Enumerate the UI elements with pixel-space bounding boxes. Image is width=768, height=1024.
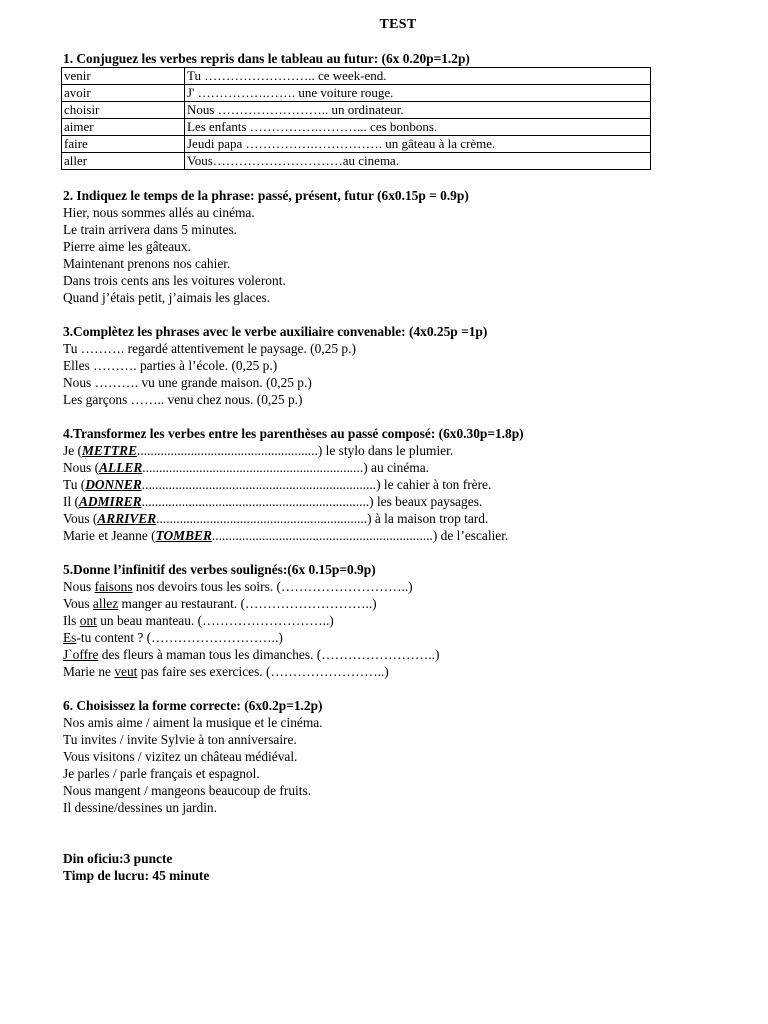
test-document bbox=[63, 16, 683, 884]
sentence-cell: Vous…………………………au cinema. bbox=[185, 153, 651, 170]
sentence-line: Tu ………. regardé attentivement le paysage. (0,25 p.) bbox=[63, 341, 356, 356]
sentence-line: Tu invites / invite Sylvie à ton anniversaire. bbox=[63, 732, 297, 747]
sentence-line: Nos amis aime / aiment la musique et le cinéma. bbox=[63, 715, 323, 730]
sentence-start: Nous bbox=[63, 579, 95, 594]
section6-lines bbox=[63, 714, 683, 816]
footer-timp: Timp de lucru: 45 minute bbox=[63, 868, 210, 883]
sentence-start: Vous bbox=[63, 596, 93, 611]
underlined-verb: ont bbox=[79, 613, 97, 628]
sentence-line bbox=[63, 527, 683, 544]
infinitive-verb: METTRE bbox=[81, 443, 138, 458]
verb-cell: aimer bbox=[62, 119, 185, 136]
table-row bbox=[62, 68, 651, 85]
answer-blank: .................................................................. bbox=[211, 528, 433, 543]
answer-blank: ...................................................................... bbox=[141, 477, 377, 492]
answer-blank: .................................................................... bbox=[141, 494, 370, 509]
underlined-verb: allez bbox=[92, 596, 119, 611]
sentence-line: Je parles / parle français et espagnol. bbox=[63, 766, 260, 781]
answer-blank: ...................................................... bbox=[137, 443, 318, 458]
sentence-start: Je ( bbox=[63, 443, 82, 458]
sentence-end: un beau manteau. (………………………..) bbox=[96, 613, 334, 628]
sentence-start: Nous ( bbox=[63, 460, 100, 475]
sentence-line bbox=[63, 629, 683, 646]
sentence-line bbox=[63, 646, 683, 663]
sentence-end: ) de l’escalier. bbox=[432, 528, 509, 543]
sentence-cell: Nous …………………….. un ordinateur. bbox=[185, 102, 651, 119]
sentence-end: ) le cahier à ton frère. bbox=[376, 477, 492, 492]
sentence-end: ) les beaux paysages. bbox=[369, 494, 483, 509]
section1-heading: 1. Conjuguez les verbes repris dans le tableau au futur: (6x 0.20p=1.2p) bbox=[63, 51, 470, 66]
table-row bbox=[62, 136, 651, 153]
section4-lines bbox=[63, 442, 683, 544]
underlined-verb: veut bbox=[114, 664, 138, 679]
underlined-verb: J`offre bbox=[63, 647, 99, 662]
table-row bbox=[62, 119, 651, 136]
section3-heading: 3.Complètez les phrases avec le verbe auxiliaire convenable: (4x0.25p =1p) bbox=[63, 324, 488, 339]
sentence-line bbox=[63, 476, 683, 493]
page-title: TEST bbox=[379, 17, 417, 32]
section2-lines bbox=[63, 204, 683, 306]
sentence-line: Le train arrivera dans 5 minutes. bbox=[63, 222, 238, 237]
verb-cell: venir bbox=[62, 68, 185, 85]
sentence-line bbox=[63, 459, 683, 476]
underlined-verb: faisons bbox=[94, 579, 133, 594]
sentence-line: Dans trois cents ans les voitures voleront. bbox=[63, 273, 286, 288]
sentence-line: Les garçons …….. venu chez nous. (0,25 p.) bbox=[63, 392, 303, 407]
sentence-line: Nous ………. vu une grande maison. (0,25 p.) bbox=[63, 375, 312, 390]
verb-cell: avoir bbox=[62, 85, 185, 102]
sentence-line: Quand j’étais petit, j’aimais les glaces. bbox=[63, 290, 271, 305]
sentence-start: Vous ( bbox=[63, 511, 98, 526]
sentence-line: Maintenant prenons nos cahier. bbox=[63, 256, 231, 271]
sentence-line: Elles ………. parties à l’école. (0,25 p.) bbox=[63, 358, 278, 373]
sentence-line bbox=[63, 663, 683, 680]
sentence-line: Il dessine/dessines un jardin. bbox=[63, 800, 217, 815]
sentence-cell: J' …………….……. une voiture rouge. bbox=[185, 85, 651, 102]
sentence-line bbox=[63, 510, 683, 527]
sentence-line: Vous visitons / vizitez un château médiéval. bbox=[63, 749, 298, 764]
sentence-start: Marie ne bbox=[63, 664, 115, 679]
section2-heading: 2. Indiquez le temps de la phrase: passé, présent, futur (6x0.15p = 0.9p) bbox=[63, 188, 469, 203]
sentence-start: Tu ( bbox=[63, 477, 86, 492]
sentence-line bbox=[63, 493, 683, 510]
verb-cell: choisir bbox=[62, 102, 185, 119]
verb-cell: aller bbox=[62, 153, 185, 170]
answer-blank: .................................................................. bbox=[142, 460, 364, 475]
answer-blank: ............................................................... bbox=[156, 511, 368, 526]
section5-lines bbox=[63, 578, 683, 680]
footer-oficiu: Din oficiu:3 puncte bbox=[63, 851, 173, 866]
table-row bbox=[62, 153, 651, 170]
sentence-line bbox=[63, 612, 683, 629]
sentence-end: ) au cinéma. bbox=[363, 460, 430, 475]
sentence-line bbox=[63, 442, 683, 459]
sentence-start: Ils bbox=[63, 613, 80, 628]
infinitive-verb: ARRIVER bbox=[97, 511, 157, 526]
underlined-verb: Es bbox=[63, 630, 77, 645]
sentence-line bbox=[63, 595, 683, 612]
verb-cell: faire bbox=[62, 136, 185, 153]
sentence-end: -tu content ? (………………………..) bbox=[76, 630, 283, 645]
infinitive-verb: DONNER bbox=[85, 477, 142, 492]
sentence-line: Hier, nous sommes allés au cinéma. bbox=[63, 205, 255, 220]
sentence-start: Marie et Jeanne ( bbox=[63, 528, 156, 543]
sentence-cell: Les enfants …………….………... ces bonbons. bbox=[185, 119, 651, 136]
infinitive-verb: TOMBER bbox=[155, 528, 212, 543]
conjugation-table bbox=[61, 67, 651, 170]
section5-heading: 5.Donne l’infinitif des verbes soulignés:(6x 0.15p=0.9p) bbox=[63, 562, 376, 577]
sentence-end: nos devoirs tous les soirs. (………………………..) bbox=[132, 579, 413, 594]
sentence-end: ) à la maison trop tard. bbox=[367, 511, 489, 526]
sentence-end: pas faire ses exercices. (……………………..) bbox=[137, 664, 389, 679]
table-row bbox=[62, 102, 651, 119]
sentence-line: Pierre aime les gâteaux. bbox=[63, 239, 191, 254]
sentence-cell: Tu …………………….. ce week-end. bbox=[185, 68, 651, 85]
sentence-end: manger au restaurant. (………………………..) bbox=[118, 596, 377, 611]
sentence-line bbox=[63, 578, 683, 595]
sentence-start: Il ( bbox=[63, 494, 79, 509]
section4-heading: 4.Transformez les verbes entre les parenthèses au passé composé: (6x0.30p=1.8p) bbox=[63, 426, 524, 441]
table-row bbox=[62, 85, 651, 102]
sentence-end: des fleurs à maman tous les dimanches. (……………………..) bbox=[98, 647, 440, 662]
sentence-end: ) le stylo dans le plumier. bbox=[317, 443, 454, 458]
sentence-line: Nous mangent / mangeons beaucoup de fruits. bbox=[63, 783, 312, 798]
section6-heading: 6. Choisissez la forme correcte: (6x0.2p=1.2p) bbox=[63, 698, 323, 713]
section3-lines bbox=[63, 340, 683, 408]
infinitive-verb: ALLER bbox=[99, 460, 143, 475]
infinitive-verb: ADMIRER bbox=[79, 494, 142, 509]
sentence-cell: Jeudi papa …………….……………. un gâteau à la crème. bbox=[185, 136, 651, 153]
